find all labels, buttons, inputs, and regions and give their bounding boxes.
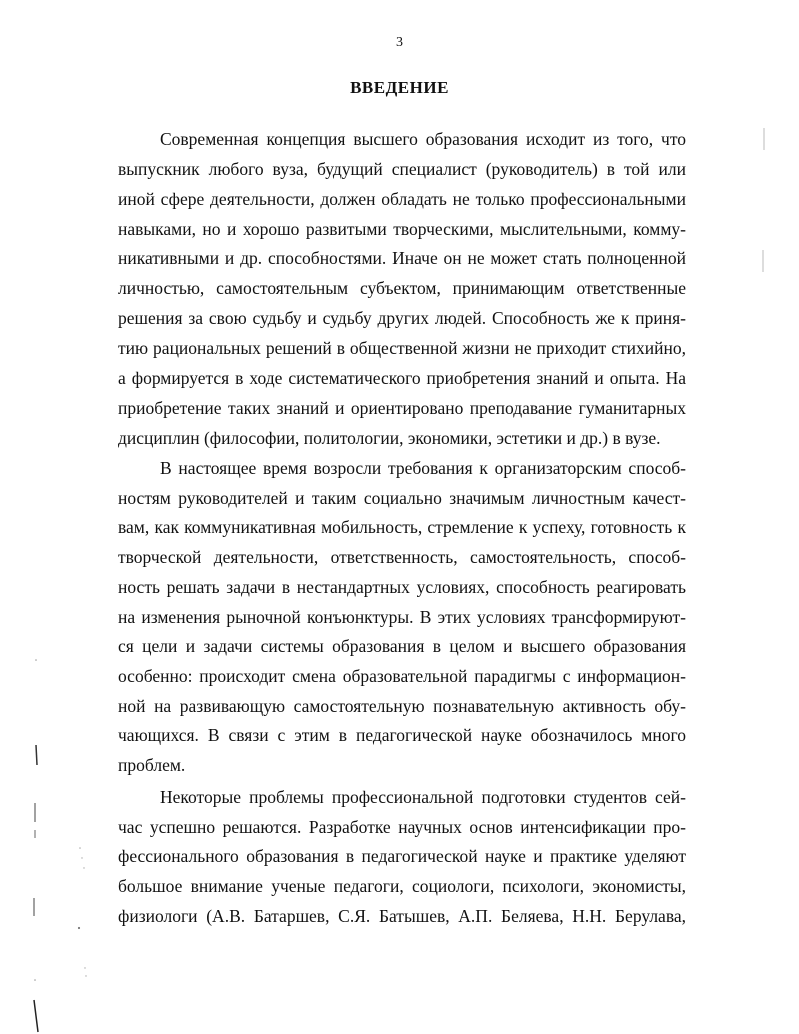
text-line: физиологи (А.В. Батаршев, С.Я. Батышев, А.П. Беляева, Н.Н. Берулава, [118,906,686,926]
text-line: особенно: происходит смена образовательной парадигмы с информацион- [118,666,686,686]
text-line: иной сфере деятельности, должен обладать не только профессиональными [118,189,686,209]
text-line: выпускник любого вуза, будущий специалист (руководитель) в той или [118,159,686,179]
page-title: ВВЕДЕНИЕ [350,78,449,97]
text-line: дисциплин (философии, политологии, экономики, эстетики и др.) в вузе. [118,428,661,448]
text-line: чающихся. В связи с этим в педагогической науке обозначилось много [118,725,686,745]
text-line: проблем. [118,755,186,775]
text-line: Современная концепция высшего образования исходит из того, что [160,129,686,149]
text-line: а формируется в ходе систематического приобретения знаний и опыта. На [118,368,686,388]
text-line: большое внимание ученые педагоги, социологи, психологи, экономисты, [118,876,686,896]
text-line: никативными и др. способностями. Иначе он не может стать полноценной [118,248,686,268]
text-line: творческой деятельности, ответственность, самостоятельность, способ- [118,547,686,567]
text-line: фессионального образования в педагогической науке и практике уделяют [118,846,686,866]
text-line: ной на развивающую самостоятельную познавательную активность обу- [118,696,686,716]
text-line: навыками, но и хорошо развитыми творческими, мыслительными, комму- [118,219,686,239]
text-line: приобретение таких знаний и ориентировано преподавание гуманитарных [118,398,686,418]
text-line: час успешно решаются. Разработке научных основ интенсификации про- [118,817,686,837]
text-line: ся цели и задачи системы образования в целом и высшего образования [118,636,686,656]
text-line: вам, как коммуникативная мобильность, стремление к успеху, готовность к [118,517,686,537]
text-line: В настоящее время возросли требования к организаторским способ- [160,458,686,478]
text-line: Некоторые проблемы профессиональной подготовки студентов сей- [160,787,686,807]
text-line: личностью, самостоятельным субъектом, принимающим ответственные [118,278,686,298]
text-line: на изменения рыночной конъюнктуры. В этих условиях трансформируют- [118,607,686,627]
text-line: решения за свою судьбу и судьбу других людей. Способность же к приня- [118,308,686,328]
text-line: ностям руководителей и таким социально значимым личностным качест- [118,488,686,508]
text-line: ность решать задачи в нестандартных условиях, способность реагировать [118,577,686,597]
page-number: 3 [396,35,403,50]
text-line: тию рациональных решений в общественной жизни не приходит стихийно, [118,338,686,358]
